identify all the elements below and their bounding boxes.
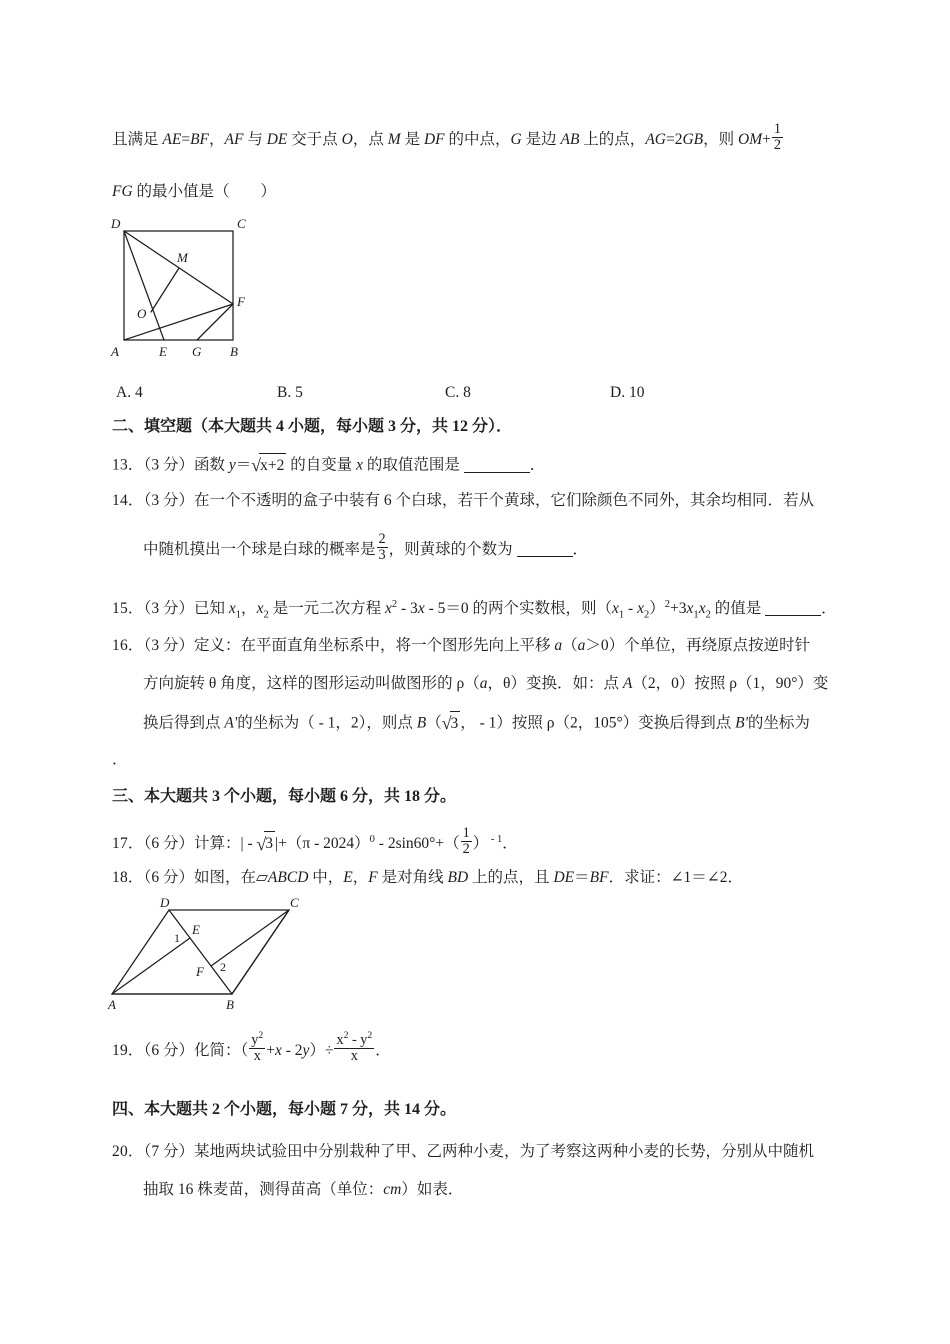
label-o: O	[137, 306, 147, 321]
segment-df: DF	[423, 131, 445, 149]
radicand: 3	[450, 711, 461, 735]
question-17	[112, 825, 518, 859]
q12-continuation-line2	[112, 180, 276, 203]
fraction-x2-minus-y2-over-x	[334, 1031, 374, 1064]
segment-de: DE	[266, 131, 288, 149]
option-b-value: 5	[295, 384, 303, 401]
figure-square-abcd	[104, 214, 269, 362]
subscript-1: 1	[618, 609, 625, 621]
option-b-key: B.	[277, 384, 292, 401]
point-o: O	[341, 131, 353, 149]
text-fragment: 中，	[308, 869, 344, 886]
question-20-number: 20．	[112, 1143, 144, 1160]
fraction-numerator: 1	[462, 825, 470, 842]
line-cb	[232, 910, 289, 994]
variable-x: x	[384, 600, 392, 618]
fraction-one-half	[461, 826, 472, 857]
variable-x: x	[417, 600, 425, 618]
option-b[interactable]	[277, 381, 303, 404]
point-b: B	[416, 714, 427, 732]
variable-x: x	[336, 1032, 344, 1049]
period: ．	[502, 835, 518, 853]
question-13	[112, 452, 545, 479]
text-fragment: =	[181, 131, 191, 149]
point-b-prime: B'	[735, 714, 748, 732]
option-a-value: 4	[134, 384, 143, 401]
text-fragment: =2	[665, 131, 683, 149]
text-fragment: ， - 1）按照 ρ（2，105°）变换后得到点	[460, 714, 736, 732]
label-e: E	[159, 344, 167, 359]
line-om	[151, 268, 179, 312]
radicand: x+2	[259, 453, 286, 477]
radical-sign: √	[256, 833, 267, 854]
text-fragment: 已知	[194, 600, 229, 618]
question-19-number: 19．	[112, 1041, 144, 1059]
label-g: G	[192, 344, 202, 359]
question-16-line2	[143, 672, 828, 695]
question-17-score: （6 分）	[143, 835, 194, 853]
text-fragment: 的中点，	[444, 131, 511, 149]
subscript-1: 1	[235, 609, 242, 621]
option-a[interactable]	[116, 381, 143, 404]
diagonal-db	[169, 910, 232, 994]
label-f: F	[196, 964, 204, 979]
text-fragment: 的值是	[710, 600, 766, 618]
exponent-minus-1: - 1	[488, 833, 503, 845]
text-fragment: 计算：| -	[194, 835, 257, 853]
equals-sign: ＝	[235, 456, 252, 474]
text-fragment: 的取值范围是	[362, 456, 464, 474]
question-14-line1	[112, 489, 814, 512]
question-14-number: 14．	[112, 492, 144, 509]
option-d-key: D.	[610, 384, 626, 401]
fraction-denominator: 3	[378, 547, 386, 564]
question-18-score: （6 分）	[143, 869, 194, 886]
text-fragment: ＞0）个单位，再绕原点按逆时针	[585, 637, 811, 654]
point-m: M	[387, 131, 401, 149]
answer-blank-13[interactable]	[464, 472, 530, 473]
text-fragment: 在一个不透明的盒子中装有 6 个白球，若干个黄球，它们除颜色不同外，其余均相同．若从	[194, 492, 815, 509]
fraction-numerator	[249, 1031, 265, 1049]
segment-ab: AB	[560, 131, 580, 149]
section-heading-2: 二、填空题（本大题共 4 小题，每小题 3 分，共 12 分）．	[112, 418, 513, 435]
variable-x2: x	[698, 600, 706, 618]
variable-a: a	[479, 675, 488, 692]
point-a: A	[622, 675, 633, 692]
label-c: C	[237, 216, 246, 231]
question-13-number: 13．	[112, 456, 144, 474]
radical-sign: √	[441, 713, 452, 733]
period: ．	[821, 600, 837, 618]
minus-operator: -	[624, 600, 638, 618]
variable-x: x	[274, 1041, 282, 1059]
text-fragment: 与	[243, 131, 267, 149]
text-fragment: （	[426, 714, 442, 732]
radical-expression	[251, 452, 286, 479]
plus-operator: +	[266, 1041, 275, 1059]
text-fragment: 是一元二次方程	[268, 600, 385, 618]
variable-x1: x	[686, 600, 694, 618]
option-a-key: A.	[116, 384, 132, 401]
label-angle-2: 2	[220, 960, 226, 974]
text-fragment: 化简：（	[194, 1041, 249, 1059]
question-20-line1	[112, 1140, 814, 1163]
label-b: B	[230, 344, 238, 359]
text-fragment: - 2sin60°+（	[374, 835, 460, 853]
text-fragment: ．求证：∠1＝∠2．	[608, 869, 744, 886]
equals-sign: ＝	[574, 869, 590, 886]
segment-om: OM	[738, 131, 763, 149]
division-operator: ）÷	[309, 1041, 334, 1059]
text-fragment: 是对角线	[377, 869, 448, 886]
variable-x1: x	[612, 600, 619, 618]
question-15	[112, 597, 837, 623]
comma: ，	[352, 869, 369, 886]
question-16-line4: ．	[112, 751, 128, 768]
period: ．	[375, 1041, 391, 1059]
line-ae	[112, 938, 190, 994]
text-fragment: 上的点，	[579, 131, 646, 149]
text-fragment: - y	[348, 1032, 368, 1049]
text-fragment: 是	[400, 131, 424, 149]
label-angle-1: 1	[174, 931, 180, 945]
text-fragment: 的两个实数根，则（	[468, 600, 613, 618]
period: ．	[529, 456, 546, 474]
text-fragment: - 2	[281, 1041, 303, 1059]
text-fragment: ）	[649, 600, 665, 618]
question-16-number: 16．	[112, 637, 144, 654]
variable-x: x	[356, 456, 363, 474]
segment-bd: BD	[447, 869, 469, 886]
text-fragment: 交于点	[287, 131, 342, 149]
line-df	[124, 231, 233, 304]
option-d-value: 10	[628, 384, 645, 401]
option-c[interactable]	[445, 381, 471, 404]
text-fragment: 某地两块试验田中分别栽种了甲、乙两种小麦，为了考察这两种小麦的长势，分别从中随机	[194, 1143, 815, 1160]
text-fragment: 定义：在平面直角坐标系中，将一个图形先向上平移	[194, 637, 555, 654]
fraction-y2-over-x	[249, 1031, 265, 1064]
question-19-score: （6 分）	[143, 1041, 194, 1059]
parallelogram-abcd: ABCD	[267, 869, 309, 886]
option-d[interactable]	[610, 381, 644, 404]
plus-operator: +	[762, 131, 771, 149]
question-18	[112, 866, 743, 889]
fraction-one-half	[772, 122, 783, 153]
subscript-2: 2	[643, 609, 650, 621]
fraction-numerator: 2	[378, 531, 386, 548]
answer-blank-14[interactable]	[517, 556, 573, 557]
label-f: F	[237, 294, 245, 309]
question-16-line1	[112, 634, 810, 657]
question-13-score: （3 分）	[143, 456, 194, 474]
text-fragment: - 5＝0	[424, 600, 469, 618]
unit-cm: cm	[383, 1181, 402, 1198]
question-18-number: 18．	[112, 869, 144, 886]
exponent-2: 2	[367, 1030, 373, 1042]
text-fragment: 如图，在▱	[194, 869, 268, 886]
answer-blank-15[interactable]	[765, 615, 821, 616]
question-19	[112, 1030, 391, 1066]
question-16-score: （3 分）	[143, 637, 194, 654]
text-fragment: 方向旋转 θ 角度，这样的图形运动叫做图形的 ρ（	[143, 675, 480, 692]
variable-x2: x	[637, 600, 644, 618]
line-de	[124, 231, 164, 340]
point-g: G	[510, 131, 522, 149]
label-a: A	[108, 997, 116, 1011]
subscript-1: 1	[693, 609, 699, 621]
comma: ，	[241, 600, 257, 618]
text-fragment: 是边	[521, 131, 561, 149]
fraction-denominator: x	[253, 1048, 261, 1065]
variable-y: y	[228, 456, 236, 474]
text-fragment: 上的点，且	[468, 869, 554, 886]
text-fragment: ，则	[703, 131, 739, 149]
question-14-score: （3 分）	[143, 492, 194, 509]
text-fragment: ，	[209, 131, 225, 149]
exponent-0: 0	[369, 833, 375, 845]
section-heading-4: 四、本大题共 2 个小题，每小题 7 分，共 14 分。	[112, 1101, 457, 1118]
text-fragment: 函数	[194, 456, 229, 474]
segment-gb: GB	[682, 131, 704, 149]
text-fragment: 抽取 16 株麦苗，测得苗高（单位：	[143, 1181, 384, 1198]
q12-continuation-line1	[112, 121, 784, 155]
question-20-score: （7 分）	[143, 1143, 194, 1160]
segment-ag: AG	[645, 131, 666, 149]
text-fragment: - 3	[397, 600, 418, 618]
period: ．	[572, 541, 589, 559]
segment-de: DE	[553, 869, 575, 886]
label-c: C	[290, 896, 299, 910]
text-fragment: 的最小值是（ ）	[132, 183, 277, 200]
segment-ae: AE	[162, 131, 182, 149]
text-fragment: ，点	[352, 131, 388, 149]
exponent-2: 2	[391, 599, 398, 610]
text-fragment: 的坐标为	[747, 714, 810, 732]
point-a-prime: A'	[224, 714, 238, 732]
text-fragment: ，则黄球的个数为	[388, 541, 517, 559]
radical-expression	[257, 831, 276, 858]
subscript-2: 2	[705, 609, 711, 621]
text-fragment: |+（π - 2024）	[275, 835, 370, 853]
segment-bf: BF	[589, 869, 609, 886]
text-fragment: 换后得到点	[143, 714, 225, 732]
variable-a: a	[554, 637, 563, 654]
question-15-score: （3 分）	[143, 600, 194, 618]
text-fragment: 的自变量	[286, 456, 357, 474]
text-fragment: +3	[670, 600, 687, 618]
label-a: A	[111, 344, 119, 359]
text-fragment: ）如表．	[401, 1181, 464, 1198]
fraction-denominator: 2	[773, 137, 782, 154]
question-16-line3	[143, 710, 810, 737]
fraction-numerator: 1	[773, 121, 782, 138]
radical-sign: √	[251, 455, 262, 475]
text-fragment: （2，0）按照 ρ（1，90°）变	[632, 675, 829, 692]
radicand: 3	[264, 831, 275, 855]
point-e: E	[343, 869, 353, 886]
label-b: B	[226, 997, 234, 1011]
fraction-denominator: x	[350, 1048, 358, 1065]
figure-parallelogram-abcd	[104, 896, 304, 1011]
text-fragment: 中随机摸出一个球是白球的概率是	[143, 541, 376, 559]
variable-y: y	[302, 1041, 310, 1059]
question-15-number: 15．	[112, 600, 144, 618]
parallelogram-diagram-svg	[104, 896, 304, 1011]
question-20-line2	[143, 1178, 463, 1201]
square-diagram-svg	[104, 214, 269, 362]
fraction-numerator	[334, 1031, 374, 1049]
segment-fg: FG	[112, 183, 133, 200]
variable-y: y	[251, 1032, 259, 1049]
option-c-value: 8	[463, 384, 471, 401]
option-c-key: C.	[445, 384, 460, 401]
label-e: E	[192, 922, 200, 937]
variable-a: a	[577, 637, 586, 654]
label-d: D	[111, 216, 121, 231]
variable-x2: x	[256, 600, 264, 618]
fraction-denominator: 2	[462, 841, 470, 858]
radical-expression	[442, 710, 461, 737]
square-outline	[124, 231, 233, 340]
text-fragment: ）	[472, 835, 489, 853]
text-fragment: 且满足	[112, 131, 163, 149]
text-fragment: 的坐标为（ - 1，2），则点	[237, 714, 417, 732]
fraction-two-thirds	[377, 532, 388, 563]
subscript-2: 2	[263, 609, 269, 621]
exponent-2: 2	[258, 1030, 264, 1042]
label-m: M	[177, 250, 188, 265]
variable-x1: x	[228, 600, 236, 618]
line-cf	[211, 910, 289, 966]
section-heading-3: 三、本大题共 3 个小题，每小题 6 分，共 18 分。	[112, 788, 457, 805]
question-14-line2	[143, 531, 589, 565]
question-17-number: 17．	[112, 835, 144, 853]
text-fragment: ，θ）变换．如：点	[487, 675, 623, 692]
exponent-2: 2	[343, 1030, 349, 1042]
exponent-2: 2	[664, 599, 671, 610]
segment-bf: BF	[190, 131, 210, 149]
text-fragment: （	[562, 637, 578, 654]
point-f: F	[368, 869, 378, 886]
segment-af: AF	[224, 131, 244, 149]
label-d: D	[160, 896, 170, 910]
